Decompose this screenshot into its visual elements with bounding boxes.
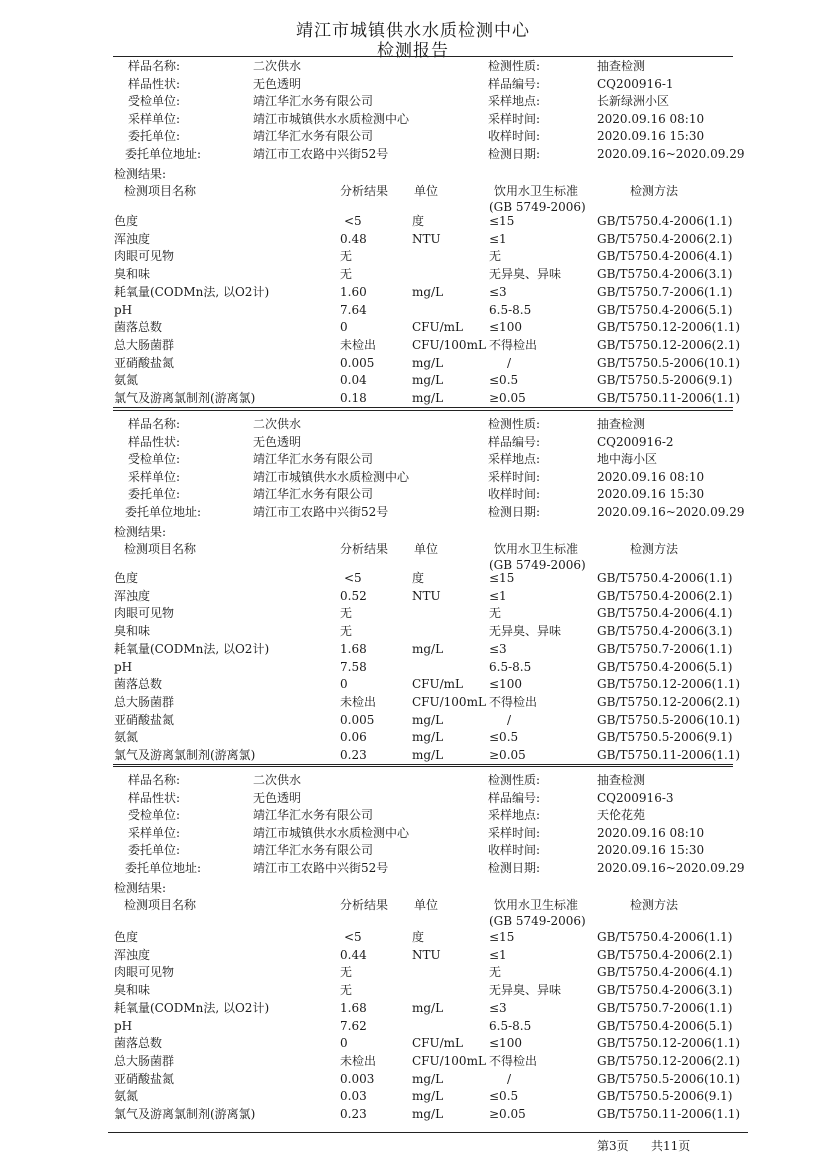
item-result: 未检出: [340, 337, 377, 352]
item-standard: 无: [489, 965, 502, 980]
item-method: GB/T5750.5-2006(10.1): [597, 1071, 741, 1086]
col-method-header: 检测方法: [630, 183, 679, 198]
col-unit-header: 单位: [414, 183, 439, 198]
col-result-header: 分析结果: [340, 183, 389, 198]
item-name: pH: [114, 659, 133, 674]
item-standard: ≤1: [489, 947, 507, 962]
item-standard: 无异臭、异味: [489, 267, 562, 282]
item-standard: 6.5-8.5: [489, 659, 532, 674]
item-result: 0: [340, 320, 348, 335]
item-method: GB/T5750.4-2006(4.1): [597, 965, 733, 980]
item-standard: 无: [489, 249, 502, 264]
item-method: GB/T5750.7-2006(1.1): [597, 1000, 733, 1015]
test-nature-label: 检测性质:: [488, 59, 541, 73]
item-standard: ≤100: [489, 677, 522, 692]
item-method: GB/T5750.4-2006(2.1): [597, 231, 733, 246]
item-name: 耗氧量(CODMn法, 以O2计): [114, 284, 270, 299]
test-date-value: 2020.09.16~2020.09.29: [597, 861, 745, 875]
item-unit: mg/L: [412, 641, 444, 656]
client-unit-label: 委托单位:: [128, 487, 181, 502]
item-standard: ≤15: [489, 930, 515, 944]
item-result: 0.003: [340, 1071, 375, 1086]
receive-time-value: 2020.09.16 15:30: [597, 129, 705, 144]
item-result: 0.18: [340, 391, 367, 405]
item-standard: /: [507, 355, 512, 370]
item-name: 亚硝酸盐氮: [114, 1071, 175, 1086]
col-result-header: 分析结果: [340, 897, 389, 912]
item-method: GB/T5750.11-2006(1.1): [597, 1107, 741, 1121]
test-date-label: 检测日期:: [488, 861, 541, 875]
header-rule: [113, 56, 733, 57]
test-nature-value: 抽查检测: [597, 59, 646, 73]
test-date-label: 检测日期:: [488, 505, 541, 519]
item-name: 臭和味: [114, 624, 151, 639]
item-standard: ≥0.05: [489, 391, 526, 405]
item-result: <5: [344, 571, 362, 585]
sampling-time-value: 2020.09.16 08:10: [597, 111, 705, 126]
item-method: GB/T5750.4-2006(2.1): [597, 588, 733, 603]
item-method: GB/T5750.7-2006(1.1): [597, 284, 733, 299]
item-unit: CFU/100mL: [412, 337, 486, 352]
col-standard-header: 饮用水卫生标准: [494, 897, 579, 912]
item-unit: mg/L: [412, 355, 444, 370]
item-method: GB/T5750.4-2006(5.1): [597, 302, 733, 317]
item-unit: 度: [412, 571, 425, 585]
item-unit: NTU: [412, 947, 441, 962]
item-standard: ≤0.5: [489, 373, 519, 388]
sampling-unit-label: 采样单位:: [128, 825, 181, 840]
page-number: 第3页: [597, 1139, 629, 1153]
item-unit: mg/L: [412, 1000, 444, 1015]
item-standard: 6.5-8.5: [489, 1018, 532, 1033]
item-method: GB/T5750.12-2006(1.1): [597, 1036, 741, 1051]
item-name: 浑浊度: [114, 588, 151, 603]
col-result-header: 分析结果: [340, 541, 389, 556]
sampling-unit-value: 靖江市城镇供水水质检测中心: [253, 111, 410, 126]
client-address-value: 靖江市工农路中兴街52号: [253, 505, 389, 519]
item-method: GB/T5750.12-2006(1.1): [597, 320, 741, 335]
item-unit: mg/L: [412, 1071, 444, 1086]
item-unit: NTU: [412, 588, 441, 603]
receive-time-label: 收样时间:: [488, 843, 541, 858]
item-method: GB/T5750.4-2006(2.1): [597, 947, 733, 962]
item-name: 氨氮: [114, 1089, 139, 1104]
item-result: 无: [340, 606, 353, 621]
sample-state-value: 无色透明: [253, 790, 302, 805]
item-result: 0.44: [340, 947, 367, 962]
item-method: GB/T5750.5-2006(9.1): [597, 1089, 733, 1104]
results-heading: 检测结果:: [114, 524, 167, 539]
item-unit: CFU/mL: [412, 320, 464, 335]
receive-time-value: 2020.09.16 15:30: [597, 843, 705, 858]
test-date-label: 检测日期:: [488, 147, 541, 161]
table-bottom-rule: [113, 764, 733, 765]
item-result: <5: [344, 214, 362, 228]
sample-no-value: CQ200916-2: [597, 434, 674, 449]
item-unit: mg/L: [412, 284, 444, 299]
item-method: GB/T5750.11-2006(1.1): [597, 748, 741, 762]
item-method: GB/T5750.4-2006(5.1): [597, 1018, 733, 1033]
sampling-site-label: 采样地点:: [488, 452, 541, 467]
sample-no-value: CQ200916-3: [597, 790, 674, 805]
sampling-time-label: 采样时间:: [488, 825, 541, 840]
item-name: 总大肠菌群: [114, 337, 175, 352]
item-name: pH: [114, 302, 133, 317]
receive-time-label: 收样时间:: [488, 487, 541, 502]
item-unit: mg/L: [412, 748, 444, 762]
item-result: 7.58: [340, 659, 367, 674]
client-address-label: 委托单位地址:: [125, 505, 202, 519]
item-name: 色度: [114, 214, 139, 228]
sampling-unit-value: 靖江市城镇供水水质检测中心: [253, 825, 410, 840]
item-unit: mg/L: [412, 730, 444, 745]
sampling-site-label: 采样地点:: [488, 94, 541, 109]
item-unit: CFU/mL: [412, 677, 464, 692]
sampling-time-label: 采样时间:: [488, 469, 541, 484]
item-standard: ≥0.05: [489, 748, 526, 762]
item-method: GB/T5750.5-2006(10.1): [597, 712, 741, 727]
test-nature-value: 抽查检测: [597, 417, 646, 431]
item-standard: /: [507, 1071, 512, 1086]
item-method: GB/T5750.4-2006(4.1): [597, 606, 733, 621]
item-result: 0.005: [340, 712, 375, 727]
item-result: 未检出: [340, 1053, 377, 1068]
client-unit-label: 委托单位:: [128, 129, 181, 144]
inspected-unit-label: 受检单位:: [128, 452, 181, 467]
item-result: 1.68: [340, 1000, 367, 1015]
item-name: 浑浊度: [114, 947, 151, 962]
item-result: 0.23: [340, 1107, 367, 1121]
col-unit-header: 单位: [414, 897, 439, 912]
item-method: GB/T5750.4-2006(1.1): [597, 571, 733, 585]
test-nature-label: 检测性质:: [488, 773, 541, 787]
test-date-value: 2020.09.16~2020.09.29: [597, 147, 745, 161]
sample-name-value: 二次供水: [253, 59, 302, 73]
client-unit-value: 靖江华汇水务有限公司: [253, 487, 374, 502]
item-result: 无: [340, 983, 353, 998]
client-unit-value: 靖江华汇水务有限公司: [253, 129, 374, 144]
sampling-site-value: 地中海小区: [597, 452, 658, 467]
inspected-unit-label: 受检单位:: [128, 94, 181, 109]
item-standard: 6.5-8.5: [489, 302, 532, 317]
sampling-unit-label: 采样单位:: [128, 111, 181, 126]
results-heading: 检测结果:: [114, 166, 167, 181]
item-result: 无: [340, 267, 353, 282]
item-name: 菌落总数: [114, 677, 163, 692]
item-method: GB/T5750.12-2006(1.1): [597, 677, 741, 692]
item-name: pH: [114, 1018, 133, 1033]
sample-no-value: CQ200916-1: [597, 76, 674, 91]
col-item-header: 检测项目名称: [124, 897, 197, 912]
sample-state-label: 样品性状:: [128, 790, 181, 805]
item-unit: mg/L: [412, 391, 444, 405]
item-name: 臭和味: [114, 983, 151, 998]
item-method: GB/T5750.4-2006(1.1): [597, 214, 733, 228]
item-method: GB/T5750.12-2006(2.1): [597, 1053, 741, 1068]
sampling-time-value: 2020.09.16 08:10: [597, 469, 705, 484]
item-standard: ≤0.5: [489, 730, 519, 745]
sampling-unit-value: 靖江市城镇供水水质检测中心: [253, 469, 410, 484]
client-address-value: 靖江市工农路中兴街52号: [253, 147, 389, 161]
item-standard: 无异臭、异味: [489, 624, 562, 639]
item-unit: CFU/100mL: [412, 1053, 486, 1068]
item-unit: mg/L: [412, 1089, 444, 1104]
item-name: 总大肠菌群: [114, 694, 175, 709]
table-bottom-rule: [113, 407, 733, 408]
item-unit: CFU/mL: [412, 1036, 464, 1051]
sample-name-value: 二次供水: [253, 417, 302, 431]
item-standard: 无异臭、异味: [489, 983, 562, 998]
item-unit: CFU/100mL: [412, 694, 486, 709]
item-standard: ≤100: [489, 1036, 522, 1051]
item-name: 色度: [114, 571, 139, 585]
item-standard: ≤15: [489, 571, 515, 585]
item-method: GB/T5750.4-2006(3.1): [597, 624, 733, 639]
item-result: 1.60: [340, 284, 367, 299]
item-method: GB/T5750.4-2006(5.1): [597, 659, 733, 674]
item-name: 菌落总数: [114, 320, 163, 335]
item-standard: ≤1: [489, 231, 507, 246]
item-name: 肉眼可见物: [114, 965, 175, 980]
item-method: GB/T5750.4-2006(3.1): [597, 267, 733, 282]
item-standard: 不得检出: [489, 1053, 538, 1068]
col-standard-header: 饮用水卫生标准: [494, 541, 579, 556]
sample-no-label: 样品编号:: [488, 76, 541, 91]
item-standard: ≤3: [489, 284, 507, 299]
sample-state-label: 样品性状:: [128, 434, 181, 449]
item-standard: 无: [489, 606, 502, 621]
col-standard-code: (GB 5749-2006): [489, 199, 586, 214]
item-method: GB/T5750.5-2006(9.1): [597, 730, 733, 745]
test-nature-label: 检测性质:: [488, 417, 541, 431]
test-date-value: 2020.09.16~2020.09.29: [597, 505, 745, 519]
item-unit: mg/L: [412, 712, 444, 727]
item-result: 1.68: [340, 641, 367, 656]
item-result: 0: [340, 1036, 348, 1051]
sample-name-label: 样品名称:: [128, 417, 181, 431]
item-standard: ≤3: [489, 1000, 507, 1015]
page-total: 共11页: [651, 1139, 691, 1153]
inspected-unit-value: 靖江华汇水务有限公司: [253, 452, 374, 467]
item-result: 0.52: [340, 588, 367, 603]
item-name: 色度: [114, 930, 139, 944]
col-unit-header: 单位: [414, 541, 439, 556]
client-address-label: 委托单位地址:: [125, 861, 202, 875]
item-name: 耗氧量(CODMn法, 以O2计): [114, 641, 270, 656]
sample-name-label: 样品名称:: [128, 59, 181, 73]
col-item-header: 检测项目名称: [124, 541, 197, 556]
col-item-header: 检测项目名称: [124, 183, 197, 198]
item-method: GB/T5750.12-2006(2.1): [597, 694, 741, 709]
item-name: 菌落总数: [114, 1036, 163, 1051]
sampling-time-value: 2020.09.16 08:10: [597, 825, 705, 840]
sample-state-label: 样品性状:: [128, 76, 181, 91]
item-result: 0.005: [340, 355, 375, 370]
item-result: 无: [340, 249, 353, 264]
sampling-site-value: 天伦花苑: [597, 808, 646, 823]
item-method: GB/T5750.5-2006(10.1): [597, 355, 741, 370]
results-heading: 检测结果:: [114, 880, 167, 895]
item-unit: 度: [412, 214, 425, 228]
item-result: 无: [340, 624, 353, 639]
item-result: 0: [340, 677, 348, 692]
item-result: 7.62: [340, 1018, 367, 1033]
section-divider: [113, 410, 733, 411]
item-result: 0.06: [340, 730, 367, 745]
item-name: 亚硝酸盐氮: [114, 712, 175, 727]
item-standard: ≤15: [489, 214, 515, 228]
item-name: 总大肠菌群: [114, 1053, 175, 1068]
item-name: 肉眼可见物: [114, 606, 175, 621]
item-method: GB/T5750.4-2006(3.1): [597, 983, 733, 998]
item-name: 氯气及游离氯制剂(游离氯): [114, 391, 256, 405]
item-standard: ≤100: [489, 320, 522, 335]
item-name: 耗氧量(CODMn法, 以O2计): [114, 1000, 270, 1015]
col-standard-code: (GB 5749-2006): [489, 913, 586, 928]
item-unit: NTU: [412, 231, 441, 246]
item-method: GB/T5750.4-2006(4.1): [597, 249, 733, 264]
test-nature-value: 抽查检测: [597, 773, 646, 787]
client-address-label: 委托单位地址:: [125, 147, 202, 161]
item-unit: 度: [412, 930, 425, 944]
item-unit: mg/L: [412, 1107, 444, 1121]
item-standard: ≥0.05: [489, 1107, 526, 1121]
item-name: 氯气及游离氯制剂(游离氯): [114, 748, 256, 762]
receive-time-value: 2020.09.16 15:30: [597, 487, 705, 502]
sample-no-label: 样品编号:: [488, 790, 541, 805]
item-standard: 不得检出: [489, 694, 538, 709]
item-name: 氨氮: [114, 373, 139, 388]
inspected-unit-label: 受检单位:: [128, 808, 181, 823]
sampling-time-label: 采样时间:: [488, 111, 541, 126]
client-unit-label: 委托单位:: [128, 843, 181, 858]
report-title: 检测报告: [377, 41, 449, 61]
sampling-unit-label: 采样单位:: [128, 469, 181, 484]
item-method: GB/T5750.12-2006(2.1): [597, 337, 741, 352]
sampling-site-value: 长新绿洲小区: [597, 94, 670, 109]
item-name: 氯气及游离氯制剂(游离氯): [114, 1107, 256, 1121]
col-standard-code: (GB 5749-2006): [489, 557, 586, 572]
item-method: GB/T5750.5-2006(9.1): [597, 373, 733, 388]
item-result: 0.48: [340, 231, 367, 246]
client-unit-value: 靖江华汇水务有限公司: [253, 843, 374, 858]
item-method: GB/T5750.7-2006(1.1): [597, 641, 733, 656]
sample-no-label: 样品编号:: [488, 434, 541, 449]
item-result: 0.03: [340, 1089, 367, 1104]
item-standard: ≤0.5: [489, 1089, 519, 1104]
sample-state-value: 无色透明: [253, 434, 302, 449]
item-standard: ≤3: [489, 641, 507, 656]
item-result: <5: [344, 930, 362, 944]
item-method: GB/T5750.4-2006(1.1): [597, 930, 733, 944]
item-result: 无: [340, 965, 353, 980]
footer-rule: [108, 1132, 748, 1133]
sample-state-value: 无色透明: [253, 76, 302, 91]
item-standard: 不得检出: [489, 337, 538, 352]
sample-name-label: 样品名称:: [128, 773, 181, 787]
item-standard: ≤1: [489, 588, 507, 603]
client-address-value: 靖江市工农路中兴街52号: [253, 861, 389, 875]
col-method-header: 检测方法: [630, 897, 679, 912]
col-standard-header: 饮用水卫生标准: [494, 183, 579, 198]
item-name: 浑浊度: [114, 231, 151, 246]
col-method-header: 检测方法: [630, 541, 679, 556]
item-result: 7.64: [340, 302, 367, 317]
item-standard: /: [507, 712, 512, 727]
receive-time-label: 收样时间:: [488, 129, 541, 144]
sampling-site-label: 采样地点:: [488, 808, 541, 823]
item-name: 亚硝酸盐氮: [114, 355, 175, 370]
item-result: 0.23: [340, 748, 367, 762]
item-result: 0.04: [340, 373, 367, 388]
report-org-title: 靖江市城镇供水水质检测中心: [296, 21, 530, 41]
item-name: 臭和味: [114, 267, 151, 282]
item-result: 未检出: [340, 694, 377, 709]
item-name: 肉眼可见物: [114, 249, 175, 264]
item-method: GB/T5750.11-2006(1.1): [597, 391, 741, 405]
inspected-unit-value: 靖江华汇水务有限公司: [253, 808, 374, 823]
item-unit: mg/L: [412, 373, 444, 388]
section-divider: [113, 766, 733, 767]
item-name: 氨氮: [114, 730, 139, 745]
inspected-unit-value: 靖江华汇水务有限公司: [253, 94, 374, 109]
sample-name-value: 二次供水: [253, 773, 302, 787]
